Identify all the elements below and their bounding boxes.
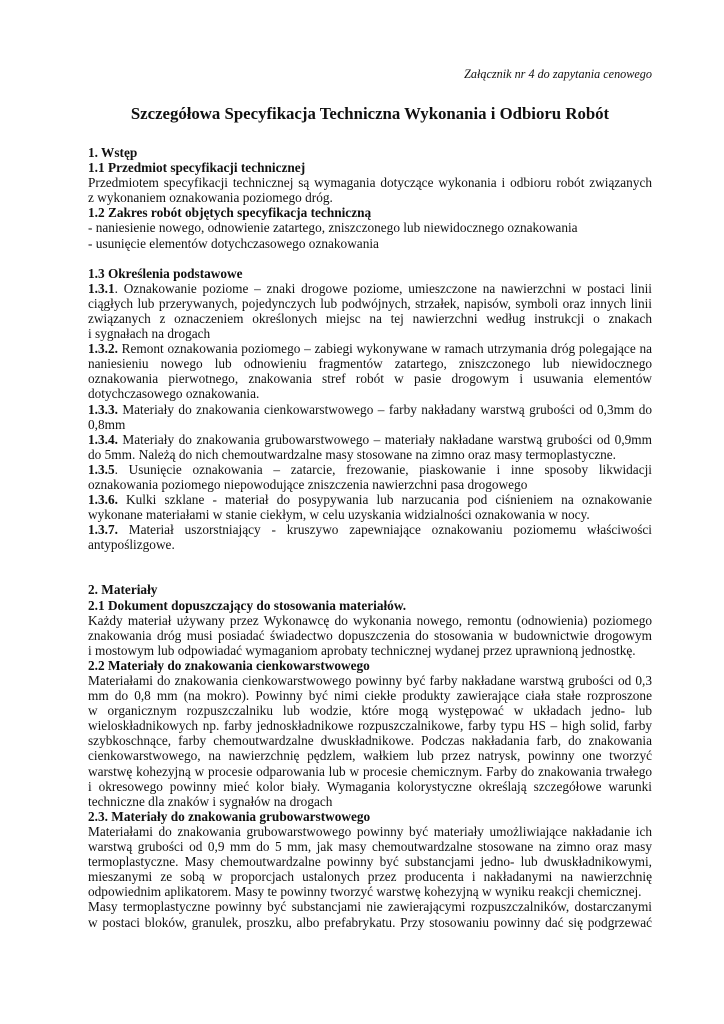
paragraph-line: odpowiednim aplikatorem. Masy te powinny tworzyć warstwę kohezyjną w wyniku reakcji chemicznej. xyxy=(88,884,642,900)
section-1-heading: 1. Wstęp xyxy=(88,145,138,160)
paragraph-line: Przedmiotem specyfikacji technicznej są wymagania dotyczące wykonania i odbioru robót związanych xyxy=(88,175,652,191)
definition-number: 1.3.6. xyxy=(88,492,118,508)
definition-number: 1.3.1 xyxy=(88,280,115,296)
document-page xyxy=(88,66,652,930)
list-item: - usunięcie elementów dotychczasowego oznakowania xyxy=(88,235,379,251)
document-title: Szczegółowa Specyfikacja Techniczna Wykonania i Odbioru Robót xyxy=(130,104,610,123)
paragraph-line: cienkowarstwowego, na nawierzchnię pędzlem, wałkiem lub przez natrysk, powinny one tworzyć xyxy=(88,748,652,764)
paragraph-line: wieloskładnikowych np. farby jednoskładnikowe rozpuszczalnikowe, farby typu HS – high solid, farby xyxy=(88,718,652,734)
definition-line: 1.3.1. Oznakowanie poziome – znaki drogowe poziome, umieszczone na nawierzchni w postaci linii xyxy=(88,280,652,296)
paragraph-line: znakowania dróg musi posiadać świadectwo dopuszczenia do stosowania w budownictwie drogowym xyxy=(88,627,652,643)
paragraph-line: Masy termoplastyczne powinny być substancjami nie zawierającymi rozpuszczalników, dostarczanymi xyxy=(88,899,652,915)
section-2-1-heading: 2.1 Dokument dopuszczający do stosowania materiałów. xyxy=(88,597,407,613)
section-1-2-heading: 1.2 Zakres robót objętych specyfikacja techniczną xyxy=(88,205,372,221)
paragraph-line: mieszanymi ze sobą w proporcjach ustalonych przez producenta i nakładanymi na nawierzchnię xyxy=(88,869,652,885)
document-body xyxy=(88,145,652,930)
section-1-1-heading: 1.1 Przedmiot specyfikacji technicznej xyxy=(88,160,306,176)
list-item: - naniesienie nowego, odnowienie zatartego, zniszczonego lub niewidocznego oznakowania xyxy=(88,220,578,236)
paragraph-line: Materiałami do znakowania grubowarstwowego powinny być materiały umożliwiające nakładanie ich xyxy=(88,823,652,839)
definition-line: 1.3.2. Remont oznakowania poziomego – zabiegi wykonywane w ramach utrzymania dróg polegające na xyxy=(88,341,652,357)
section-2-heading: 2. Materiały xyxy=(88,582,158,598)
paragraph-line: i okresowego powinny mieć kolor biały. Wymagania kolorystyczne określają szczegółowe warunki xyxy=(88,778,652,794)
annex-note: Załącznik nr 4 do zapytania cenowego xyxy=(464,67,652,81)
definition-line: naniesieniu nowego lub odnowieniu fragmentów zatartego, zniszczonego lub niewidocznego xyxy=(88,356,652,372)
definition-line: związanych z oznaczeniem określonych miejsc na tej nawierzchni według instrukcji o znakach xyxy=(88,310,652,326)
paragraph-line: Każdy materiał używany przez Wykonawcę do wykonania nowego, remontu (odnowienia) poziomego xyxy=(88,612,652,628)
definition-line: do 5mm. Należą do nich chemoutwardzalne masy stosowane na zimno oraz masy termoplastyczne. xyxy=(88,446,617,462)
paragraph-line: termoplastyczne. Masy chemoutwardzalne powinny być substancjami jedno- lub dwuskładnikowymi, xyxy=(88,854,652,870)
definition-number: 1.3.5 xyxy=(88,461,115,477)
paragraph-line: mm do 0,8 mm (na mokro). Powinny być nimi ciekłe produkty zawierające ciała stałe rozproszone xyxy=(88,688,652,704)
section-2-2-heading: 2.2 Materiały do znakowania cienkowarstwowego xyxy=(88,657,370,673)
paragraph-line: Materiałami do znakowania cienkowarstwowego powinny być farby nakładane warstwą grubości od 0,3 xyxy=(88,673,652,688)
paragraph-line: z wykonaniem oznakowania poziomego dróg. xyxy=(88,190,333,206)
definition-line: antypoślizgowe. xyxy=(88,537,175,553)
definition-line: 1.3.6. Kulki szklane - materiał do posypywania lub narzucania pod ciśnieniem na oznakowanie xyxy=(88,492,652,508)
definition-line: dotychczasowego oznakowania. xyxy=(88,386,260,402)
definition-line: 1.3.7. Materiał uszorstniający - kruszywo zapewniające oznakowaniu poziomemu właściwości xyxy=(88,522,652,538)
definition-number: 1.3.2. xyxy=(88,341,118,357)
definition-line: ciągłych lub przerywanych, pojedynczych lub podwójnych, strzałek, napisów, symboli oraz innych linii xyxy=(88,295,652,311)
definition-number: 1.3.4. xyxy=(88,431,118,447)
definition-line: 1.3.5. Usunięcie oznakowania – zatarcie, frezowanie, piaskowanie i inne sposoby likwidacji xyxy=(88,461,652,477)
paragraph-line: warstwę kohezyjną w procesie odparowania lub w procesie chemicznym. Farby do znakowania trwałego xyxy=(88,763,652,779)
paragraph-line: w organicznym rozpuszczalniku lub wodzie, które mogą występować w układach jedno- lub xyxy=(88,703,652,719)
paragraph-line: szybkoschnące, farby chemoutwardzalne dwuskładnikowe. Podczas nakładania farb, do znakowania xyxy=(88,733,652,749)
definition-number: 1.3.3. xyxy=(88,401,118,417)
definition-number: 1.3.7. xyxy=(88,522,118,538)
paragraph-line: i mostowym lub odpowiadać wymaganiom aprobaty technicznej wydanej przez uprawnioną jednostkę. xyxy=(88,642,636,658)
paragraph-line: w postaci bloków, granulek, proszku, albo prefabrykatu. Przy stosowaniu powinny dać się podgrzewać xyxy=(88,914,652,930)
paragraph-line: warstwą grubości od 0,9 mm do 5 mm, jak masy chemoutwardzalne stosowane na zimno oraz masy xyxy=(88,839,652,855)
section-2-3-heading: 2.3. Materiały do znakowania grubowarstwowego xyxy=(88,808,371,824)
definition-line: wykonane materiałami w stanie ciekłym, w celu uzyskania widzialności oznakowania w nocy. xyxy=(88,507,590,523)
definition-line: 1.3.4. Materiały do znakowania grubowarstwowego – materiały nakładane warstwą grubości od 0,9mm xyxy=(88,431,652,447)
paragraph-line: techniczne dla znaków i sygnałów na drogach xyxy=(88,793,333,809)
definition-line: i sygnałach na drogach xyxy=(88,326,211,342)
section-1-3-heading: 1.3 Określenia podstawowe xyxy=(88,265,243,281)
definition-line: 0,8mm xyxy=(88,416,126,432)
definition-line: oznakowania poziomego niepowodujące zniszczenia nawierzchni pasa drogowego xyxy=(88,476,528,492)
definition-line: 1.3.3. Materiały do znakowania cienkowarstwowego – farby nakładany warstwą grubości od 0,3mm do xyxy=(88,401,652,417)
definition-line: oznakowania pierwotnego, znakowania stref robót w pasie drogowym i usuwania elementów xyxy=(88,371,652,387)
